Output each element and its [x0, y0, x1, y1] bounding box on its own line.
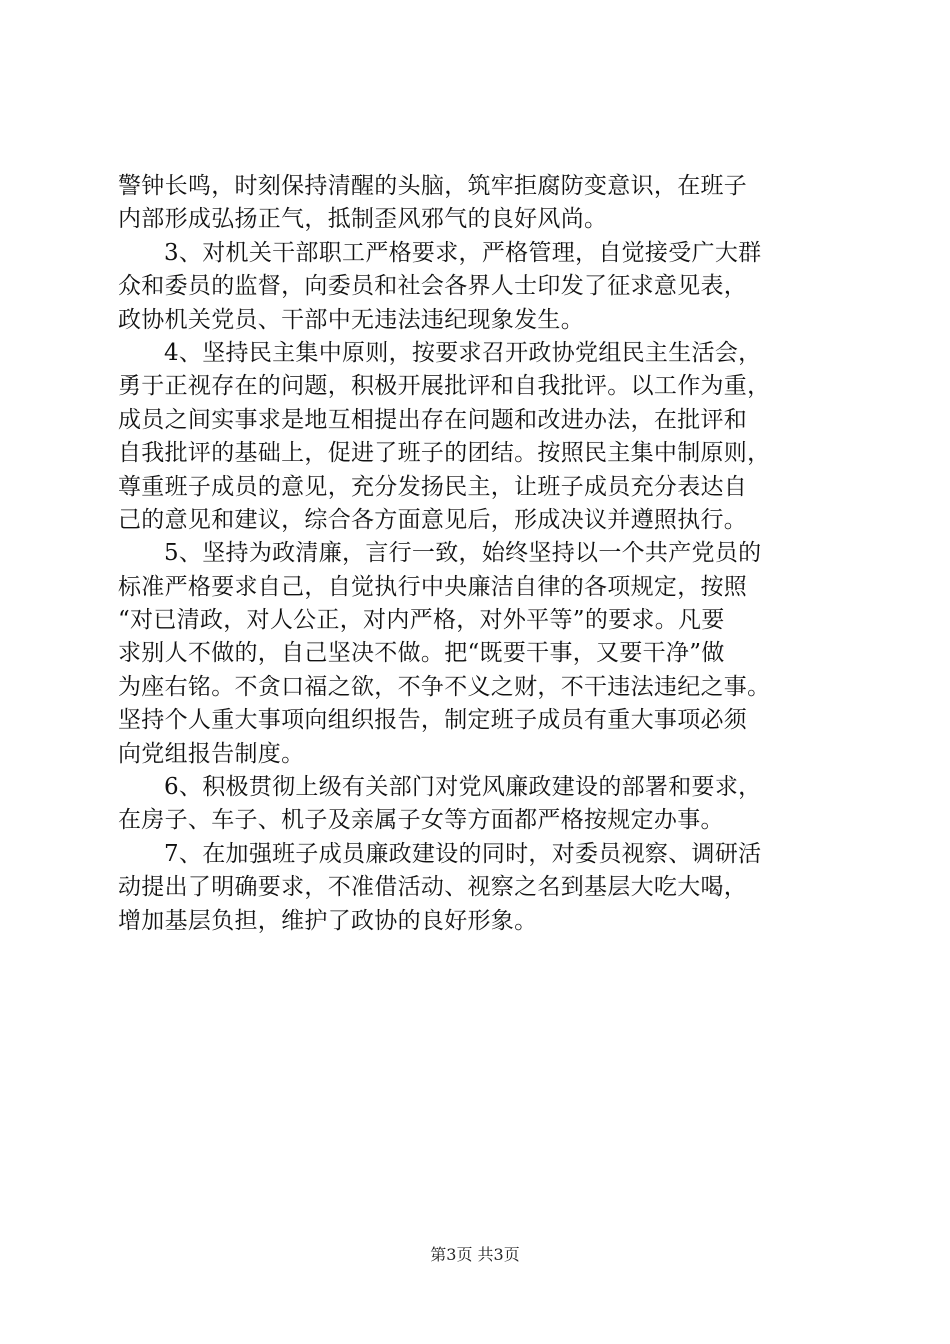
paragraph-5-start: 5、坚持为政清廉，言行一致，始终坚持以一个共产党员的 — [164, 540, 762, 567]
text-line: 增加基层负担，维护了政协的良好形象。 — [118, 907, 538, 934]
text-line: 成员之间实事求是地互相提出存在问题和改进办法，在批评和 — [118, 406, 748, 433]
paragraph-4-start: 4、坚持民主集中原则，按要求召开政协党组民主生活会， — [164, 339, 762, 366]
text-line: 向党组报告制度。 — [118, 740, 305, 767]
text-line: 求别人不做的，自己坚决不做。把“既要干事，又要干净”做 — [118, 640, 725, 667]
text-line: 己的意见和建议，综合各方面意见后，形成决议并遵照执行。 — [118, 506, 748, 533]
text-line: “对已清政，对人公正，对内严格，对外平等”的要求。凡要 — [118, 607, 725, 634]
text-line: 自我批评的基础上，促进了班子的团结。按照民主集中制原则， — [118, 440, 771, 467]
text-line: 政协机关党员、干部中无违法违纪现象发生。 — [118, 306, 584, 333]
text-line: 内部形成弘扬正气，抵制歪风邪气的良好风尚。 — [118, 206, 608, 233]
text-line: 在房子、车子、机子及亲属子女等方面都严格按规定办事。 — [118, 807, 724, 834]
text-line: 标准严格要求自己，自觉执行中央廉洁自律的各项规定，按照 — [118, 573, 748, 600]
text-line: 尊重班子成员的意见，充分发扬民主，让班子成员充分表达自 — [118, 473, 748, 500]
text-line: 众和委员的监督，向委员和社会各界人士印发了征求意见表， — [118, 273, 748, 300]
page-footer — [0, 1242, 950, 1265]
text-line: 为座右铭。不贪口福之欲，不争不义之财，不干违法违纪之事。 — [118, 673, 771, 700]
page-number: 第3页 共3页 — [430, 1245, 520, 1264]
text-line: 警钟长鸣，时刻保持清醒的头脑，筑牢拒腐防变意识，在班子 — [118, 173, 748, 199]
text-line: 坚持个人重大事项向组织报告，制定班子成员有重大事项必须 — [118, 707, 748, 734]
text-line: 动提出了明确要求，不准借活动、视察之名到基层大吃大喝， — [118, 874, 748, 901]
paragraph-6-start: 6、积极贯彻上级有关部门对党风廉政建设的部署和要求， — [164, 774, 762, 801]
text-line: 勇于正视存在的问题，积极开展批评和自我批评。以工作为重， — [118, 373, 771, 400]
paragraph-7-start: 7、在加强班子成员廉政建设的同时，对委员视察、调研活 — [164, 840, 762, 867]
paragraph-3-start: 3、对机关干部职工严格要求，严格管理，自觉接受广大群 — [164, 239, 762, 266]
document-body — [118, 170, 842, 938]
